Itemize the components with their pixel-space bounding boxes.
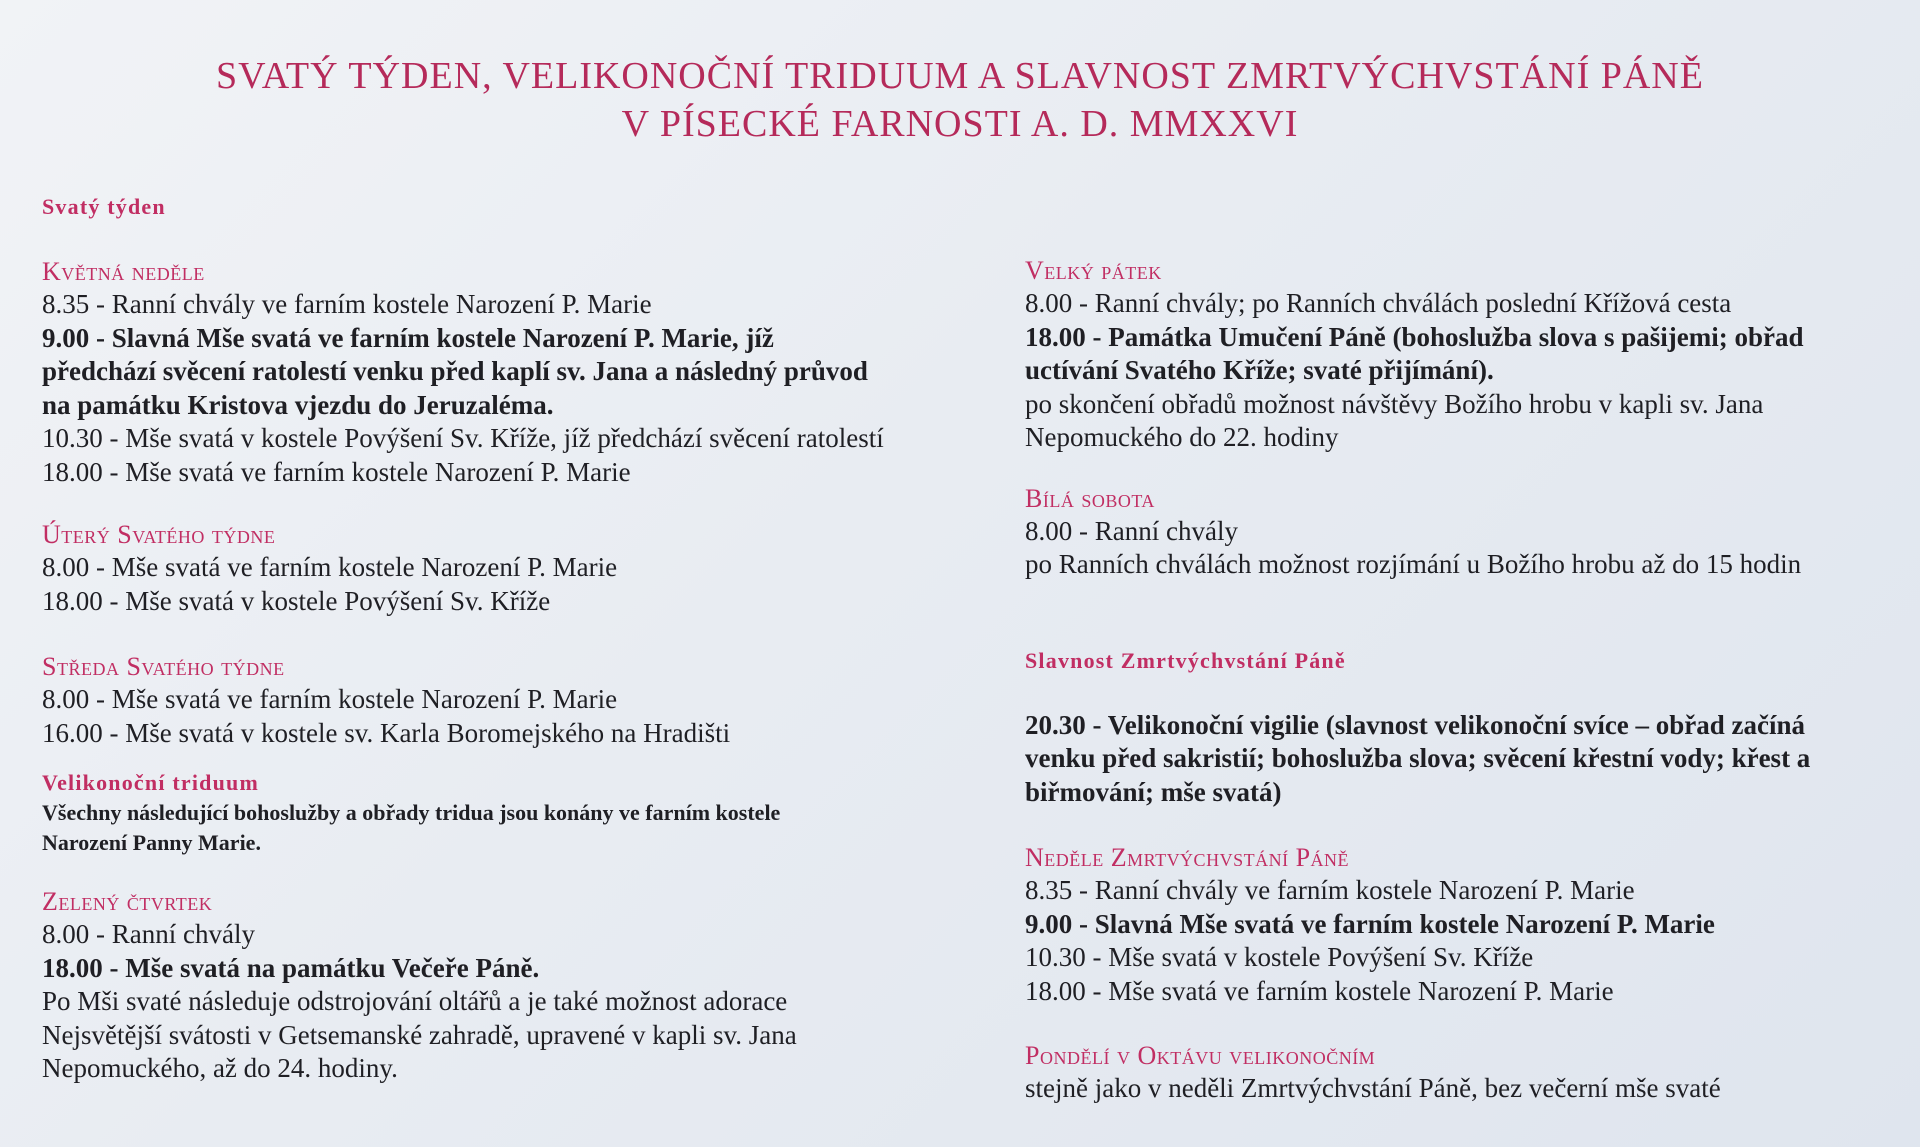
- day-heading: Neděle Zmrtvýchvstání Páně: [1025, 843, 1350, 872]
- schedule-line: 9.00 - Slavná Mše svatá ve farním kostele Narození P. Marie: [1025, 908, 1715, 939]
- schedule-line: předchází svěcení ratolestí venku před kaplí sv. Jana a následný průvod: [42, 356, 868, 386]
- schedule-line: Nepomuckého, až do 24. hodiny.: [42, 1053, 398, 1083]
- schedule-line: 8.35 - Ranní chvály ve farním kostele Narození P. Marie: [42, 289, 652, 319]
- schedule-line: 18.00 - Mše svatá ve farním kostele Narození P. Marie: [42, 456, 631, 487]
- block-triduum: [42, 768, 1002, 858]
- schedule-line: 18.00 - Památka Umučení Páně (bohoslužba slova s pašijemi; obřad: [1025, 321, 1804, 352]
- block-streda: [42, 651, 1002, 750]
- schedule-line: 8.00 - Ranní chvály; po Ranních chválách poslední Křížová cesta: [1025, 288, 1732, 318]
- schedule-line: 8.35 - Ranní chvály ve farním kostele Narození P. Marie: [1025, 875, 1635, 905]
- day-heading: Zelený čtvrtek: [42, 887, 213, 916]
- day-heading: Květná neděle: [42, 257, 205, 286]
- schedule-line: biřmování; mše svatá): [1025, 776, 1282, 807]
- schedule-line: 8.00 - Ranní chvály: [1025, 515, 1238, 546]
- schedule-line: 18.00 - Mše svatá na památku Večeře Páně.: [42, 952, 540, 983]
- block-bila-sobota: [1025, 483, 1905, 582]
- note-line: Narození Panny Marie.: [42, 830, 261, 855]
- block-slavnost: [1025, 646, 1905, 810]
- schedule-line: 18.00 - Mše svatá v kostele Povýšení Sv. Kříže: [42, 585, 551, 616]
- schedule-line: Nepomuckého do 22. hodiny: [1025, 422, 1339, 452]
- right-column: [1025, 255, 1905, 1106]
- schedule-line: Nejsvětější svátosti v Getsemanské zahradě, upravené v kapli sv. Jana: [42, 1019, 797, 1050]
- page-title: [0, 52, 1920, 148]
- schedule-line: na památku Kristova vjezdu do Jeruzaléma.: [42, 389, 554, 420]
- schedule-line: po skončení obřadů možnost návštěvy Božího hrobu v kapli sv. Jana: [1025, 388, 1764, 419]
- section-title-triduum: Velikonoční triduum: [42, 770, 259, 795]
- schedule-line: uctívání Svatého Kříže; svaté přijímání).: [1025, 355, 1494, 385]
- left-column: [42, 192, 1002, 1086]
- schedule-line: 20.30 - Velikonoční vigilie (slavnost velikonoční svíce – obřad začíná: [1025, 709, 1806, 740]
- schedule-line: 18.00 - Mše svatá ve farním kostele Narození P. Marie: [1025, 975, 1614, 1006]
- schedule-line: Po Mši svaté následuje odstrojování oltářů a je také možnost adorace: [42, 986, 788, 1016]
- schedule-line: 8.00 - Mše svatá ve farním kostele Narození P. Marie: [42, 552, 618, 582]
- schedule-line: 10.30 - Mše svatá v kostele Povýšení Sv. Kříže: [1025, 942, 1534, 972]
- section-title-svaty-tyden: Svatý týden: [42, 194, 166, 219]
- schedule-line: 16.00 - Mše svatá v kostele sv. Karla Boromejského na Hradišti: [42, 717, 731, 748]
- section-title-slavnost: Slavnost Zmrtvýchvstání Páně: [1025, 647, 1346, 673]
- schedule-line: po Ranních chválách možnost rozjímání u Božího hrobu až do 15 hodin: [1025, 549, 1802, 579]
- title-line-1: SVATÝ TÝDEN, VELIKONOČNÍ TRIDUUM A SLAVNOST ZMRTVÝCHVSTÁNÍ PÁNĚ: [216, 55, 1704, 97]
- schedule-line: stejně jako v neděli Zmrtvýchvstání Páně, bez večerní mše svaté: [1025, 1073, 1721, 1103]
- block-nedele-zmrtvychvstani: [1025, 842, 1905, 1008]
- block-utery: [42, 519, 1002, 618]
- schedule-line: venku před sakristií; bohoslužba slova; svěcení křestní vody; křest a: [1025, 743, 1811, 773]
- block-pondeli: [1025, 1040, 1905, 1106]
- schedule-line: 8.00 - Ranní chvály: [42, 919, 255, 949]
- schedule-line: 9.00 - Slavná Mše svatá ve farním kostele Narození P. Marie, jíž: [42, 322, 774, 353]
- day-heading: Středa Svatého týdne: [42, 652, 285, 681]
- block-kvetna-nedele: [42, 256, 1002, 489]
- schedule-line: 8.00 - Mše svatá ve farním kostele Narození P. Marie: [42, 684, 618, 714]
- day-heading: Úterý Svatého týdne: [42, 520, 276, 549]
- day-heading: Velký pátek: [1025, 256, 1162, 285]
- title-line-2: V PÍSECKÉ FARNOSTI A. D. MMXXVI: [621, 103, 1299, 145]
- schedule-line: 10.30 - Mše svatá v kostele Povýšení Sv. Kříže, jíž předchází svěcení ratolestí: [42, 423, 884, 453]
- note-line: Všechny následující bohoslužby a obřady tridua jsou konány ve farním kostele: [42, 800, 781, 825]
- day-heading: Bílá sobota: [1025, 483, 1155, 513]
- block-zeleny-ctvrtek: [42, 886, 1002, 1086]
- block-velky-patek: [1025, 255, 1905, 455]
- day-heading: Pondělí v Oktávu velikonočním: [1025, 1041, 1376, 1070]
